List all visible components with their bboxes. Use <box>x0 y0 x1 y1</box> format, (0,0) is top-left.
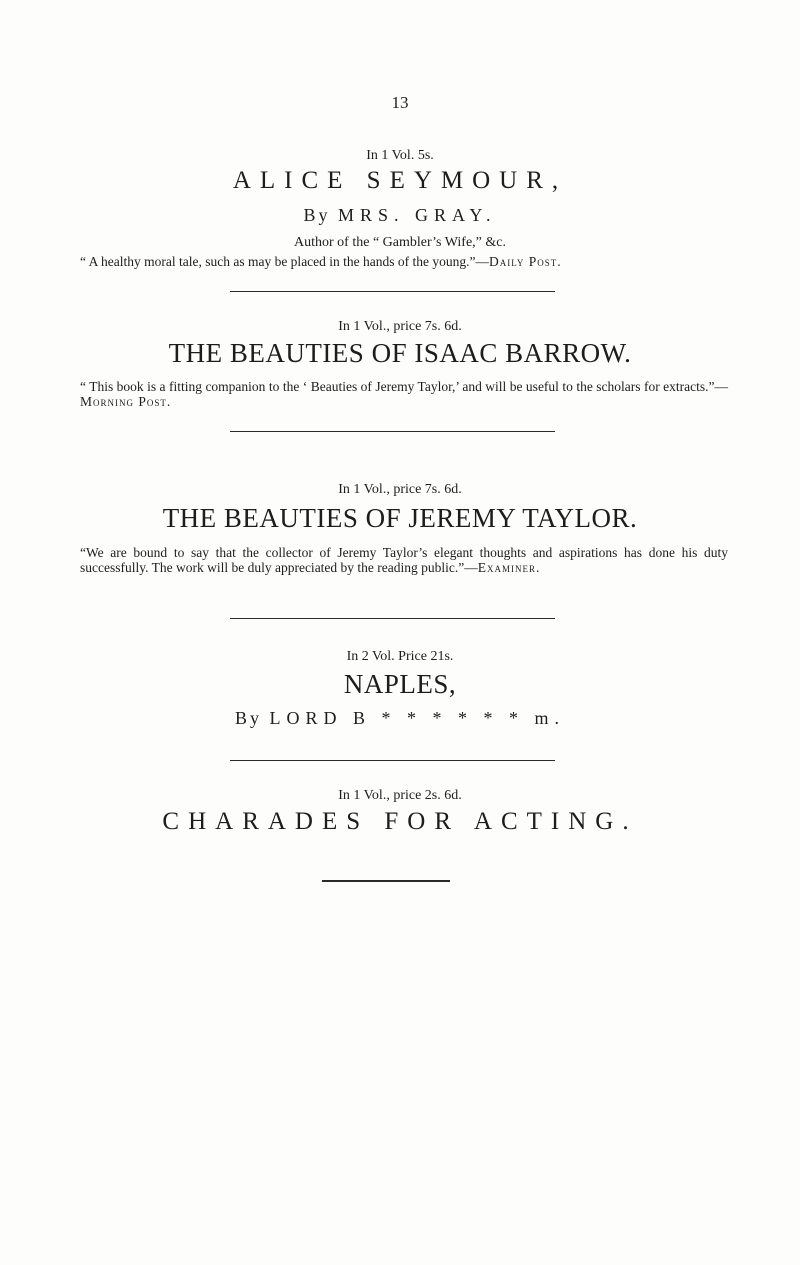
title-block <box>72 166 728 196</box>
byline-block <box>72 203 728 227</box>
author-name: LORD B * * * * * * m. <box>269 708 566 728</box>
divider-rule <box>230 291 555 292</box>
author-name: MRS. GRAY. <box>337 205 497 225</box>
author-note-block <box>72 234 728 252</box>
review-text: “We are bound to say that the collector of Jeremy Taylor’s elegant thoughts and aspirations has done his duty successfully. The work will be duly appreciated by the reading public.”— <box>80 545 728 575</box>
review-quote <box>80 254 728 269</box>
divider-rule <box>230 760 555 761</box>
divider-rule <box>230 431 555 432</box>
review-block <box>80 545 728 575</box>
review-text: “ A healthy moral tale, such as may be placed in the hands of the young.”— <box>80 254 490 269</box>
book-title: NAPLES, <box>343 669 457 699</box>
price-line: In 2 Vol. Price 21s. <box>346 649 454 664</box>
byline-prefix: By <box>234 708 262 728</box>
byline <box>72 706 728 730</box>
title-block <box>72 669 728 700</box>
listing-naples <box>72 648 728 666</box>
end-rule <box>322 880 450 882</box>
book-title: ALICE SEYMOUR, <box>232 167 568 194</box>
byline-prefix: By <box>303 205 331 225</box>
price-line: In 1 Vol., price 2s. 6d. <box>338 788 462 803</box>
listing-isaac-barrow <box>72 318 728 336</box>
price-line: In 1 Vol. 5s. <box>366 148 434 163</box>
price-line: In 1 Vol., price 7s. 6d. <box>338 482 462 497</box>
review-source: Morning Post. <box>80 394 172 409</box>
review-block <box>80 254 728 269</box>
author-note: Author of the “ Gambler’s Wife,” &c. <box>294 235 506 250</box>
price-line: In 1 Vol., price 7s. 6d. <box>338 319 462 334</box>
page-number: 13 <box>391 93 409 112</box>
book-title: CHARADES FOR ACTING. <box>162 808 638 835</box>
listing-charades <box>72 787 728 805</box>
byline <box>72 203 728 227</box>
title-block <box>72 807 728 837</box>
title-block <box>72 338 728 369</box>
book-title: THE BEAUTIES OF ISAAC BARROW. <box>168 338 632 368</box>
divider-rule <box>230 618 555 619</box>
review-block <box>80 379 728 409</box>
review-quote <box>80 545 728 575</box>
listing-alice-seymour <box>72 147 728 165</box>
review-text: “ This book is a fitting companion to the ‘ Beauties of Jeremy Taylor,’ and will be useful to the scholars for extracts.”— <box>80 379 728 394</box>
review-source: Examiner. <box>477 560 541 575</box>
listing-jeremy-taylor <box>72 481 728 499</box>
review-quote <box>80 379 728 409</box>
byline-block <box>72 706 728 730</box>
review-source: Daily Post. <box>489 254 562 269</box>
book-title: THE BEAUTIES OF JEREMY TAYLOR. <box>162 503 638 533</box>
title-block <box>72 503 728 534</box>
